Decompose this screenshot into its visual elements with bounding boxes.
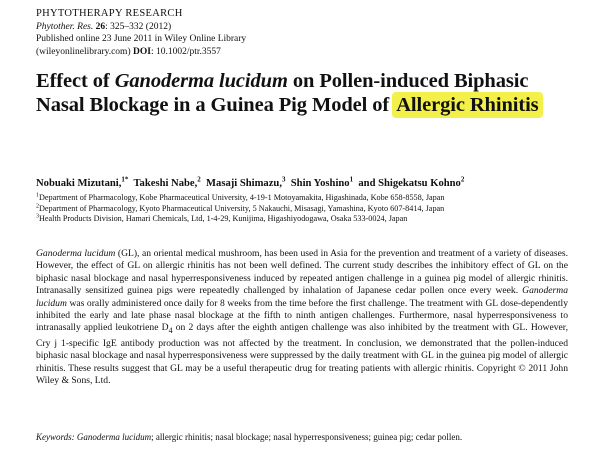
journal-header: [36, 8, 576, 58]
abstract-text-3: on 2 days after the eighth antigen challenge was also inhibited by the treatment with GL. However, Cry j 1-specific IgE antibody production was not affected by the treatment. In conclusion, we demonstrated that the pollen-induced biphasic nasal blockage and nasal hyperresponsiveness were suppressed by the daily treatment with GL in the guinea pig model of allergic rhinitis. These results suggest that GL may be a useful therapeutic drug for treating patients with allergic rhinitis. Copyright © 2011 John Wiley & Sons, Ltd.: [36, 322, 568, 386]
site-link[interactable]: (wileyonlinelibrary.com): [36, 46, 131, 57]
affiliation-text: Department of Pharmacology, Kobe Pharmaceutical University, 4-19-1 Motoyamakita, Higashinada, Kobe 658-8558, Japan: [39, 193, 445, 202]
citation-journal: Phytother. Res.: [36, 21, 94, 32]
doi-label: DOI: [133, 46, 151, 57]
author-name: Takeshi Nabe,: [133, 178, 198, 189]
author-affiliation-mark: 3: [281, 175, 286, 184]
doi-line: [36, 46, 576, 59]
keyword-species: Ganoderma lucidum: [76, 432, 152, 442]
abstract-subscript: 4: [168, 326, 173, 336]
author-name: and Shigekatsu Kohno: [358, 178, 461, 189]
abstract-text-1: (GL), an oriental medical mushroom, has been used in Asia for the prevention and treatment of a variety of diseases. However, the effect of GL on allergic rhinitis has not been well defined. The current study describes the inhibitory effect of GL on the biphasic nasal blockage and nasal hyperresponsiveness induced by repeated antigen challenge in a guinea pig model of allergic rhinitis. Intranasally sensitized guinea pigs were repeatedly challenged by inhalation of Japanese cedar pollen once every week.: [36, 248, 569, 297]
abstract-mid-species: Ganoderma lucidum: [36, 285, 568, 309]
affiliation-number: 2: [36, 202, 39, 209]
citation-pages-year: : 325–332 (2012): [105, 21, 172, 32]
affiliation-number: 1: [36, 192, 39, 199]
affiliation-text: Department of Pharmacology, Kyoto Pharmaceutical University, 5 Nakauchi, Misasagi, Yamashina, Kyoto 607-8414, Japan: [39, 203, 445, 213]
keywords-line: [36, 432, 581, 442]
title-part-1: Effect of: [36, 70, 115, 92]
affiliation-number: 3: [36, 213, 39, 220]
doi-value[interactable]: : 10.1002/ptr.3557: [150, 46, 221, 57]
abstract-text-2: was orally administered once daily for 8 weeks from the time before the first challenge. The treatment with GL dose-dependently inhibited the early and late phase nasal blockage at the fifth to ninth antigen challenges. Furthermore, nasal hyperresponsiveness to intranasally applied leukotriene D: [36, 297, 568, 334]
author-affiliation-mark: 1*: [121, 175, 129, 184]
keywords-rest: ; allergic rhinitis; nasal blockage; nasal hyperresponsiveness; guinea pig; cedar pollen.: [151, 432, 463, 442]
affiliation-item: [36, 204, 581, 215]
author-name: Masaji Shimazu,: [206, 178, 282, 189]
title-part-2: on Pollen-induced Biphasic Nasal Blockage in a Guinea Pig Model of: [36, 70, 529, 116]
keywords-label: Keywords:: [36, 432, 75, 442]
author-affiliation-mark: 2: [197, 175, 201, 184]
abstract: [36, 248, 568, 387]
title-highlighted-term: Allergic Rhinitis: [396, 93, 539, 116]
affiliation-text: Health Products Division, Hamari Chemicals, Ltd, 1-4-29, Kunijima, Higashiyodogawa, Osaka 533-0024, Japan: [39, 214, 408, 223]
title-species: Ganoderma lucidum: [114, 70, 288, 92]
affiliation-item: [36, 214, 581, 225]
author-affiliation-mark: 1: [349, 175, 354, 184]
citation-volume: 26: [95, 21, 106, 32]
affiliation-list: [36, 193, 581, 225]
author-affiliation-mark: 2: [460, 175, 465, 184]
author-name: Nobuaki Mizutani,: [36, 178, 122, 189]
article-title: [36, 70, 576, 117]
author-name: Shin Yoshino: [290, 178, 350, 189]
published-line: Published online 23 June 2011 in Wiley Online Library: [36, 34, 247, 44]
affiliation-item: [36, 193, 581, 204]
abstract-lead-species: Ganoderma lucidum: [36, 248, 116, 259]
citation-line: [36, 21, 576, 34]
author-list: [36, 175, 581, 189]
journal-name: PHYTOTHERAPY RESEARCH: [36, 8, 183, 19]
